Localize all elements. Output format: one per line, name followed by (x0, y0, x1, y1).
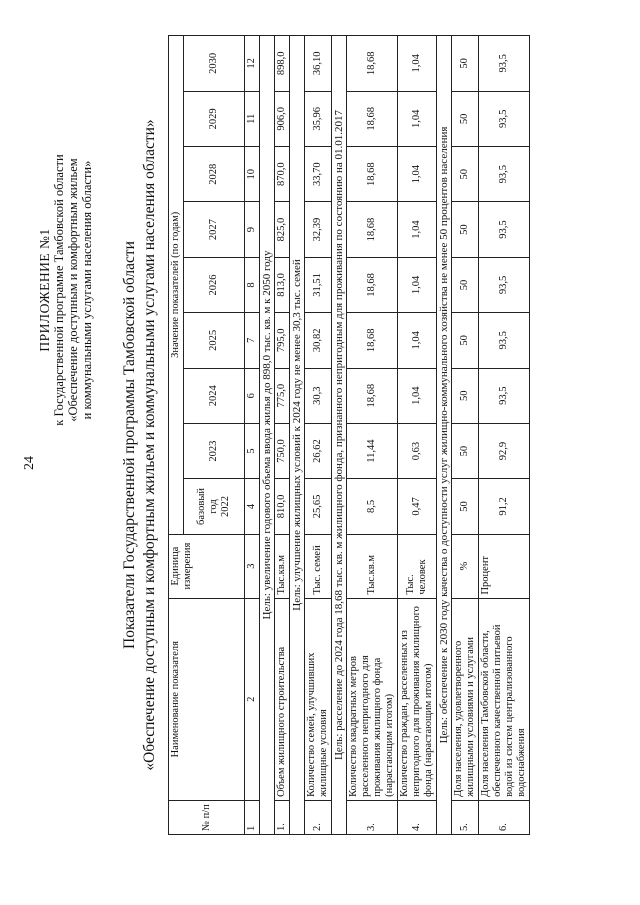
header-values-group: Значение показателей (по годам) (169, 36, 184, 535)
base-year-word: базовый (196, 487, 207, 525)
value-cell: 93,5 (479, 257, 530, 312)
goal-row (332, 36, 347, 835)
title-line-1: Показатели Государственной программы Тамбовской области (121, 241, 138, 649)
value-cell: 50 (452, 202, 479, 257)
row-num: 5. (452, 800, 479, 834)
row-num: 6. (479, 800, 530, 834)
value-cell: 50 (452, 36, 479, 92)
value-cell: 30,3 (305, 368, 332, 423)
row-name: Количество граждан, расселенных из непригодного для проживания жилищного фонда (нарастающим итогом) (398, 598, 437, 800)
value-cell: 825,0 (275, 202, 290, 257)
value-cell: 1,04 (398, 36, 437, 92)
goal-text: Цель: расселение до 2024 года 18,68 тыс. кв. м жилищного фонда, признанного непригодным для проживания по состоянию на 01.01.2017 (332, 36, 347, 835)
value-cell: 1,04 (398, 91, 437, 146)
row-num: 4. (398, 800, 437, 834)
value-cell: 1,04 (398, 368, 437, 423)
goal-text: Цель: увеличение годового объема ввода жилья до 898,0 тыс. кв. м к 2050 году (260, 36, 275, 835)
appendix-title: ПРИЛОЖЕНИЕ №1 (37, 228, 52, 352)
header-name: Наименование показателя (169, 598, 245, 800)
value-cell: 18,68 (347, 202, 398, 257)
table-row (347, 36, 398, 835)
index-cell: 2 (245, 598, 260, 800)
value-cell: 11,44 (347, 423, 398, 478)
table-row (398, 36, 437, 835)
row-num: 1. (275, 800, 290, 834)
value-cell: 50 (452, 257, 479, 312)
title-line-2: «Обеспечение доступным и комфортным жильем и коммунальными услугами населения области» (141, 119, 158, 771)
value-cell: 750,0 (275, 423, 290, 478)
base-year-value: 2022 (220, 495, 231, 517)
table-row (452, 36, 479, 835)
value-cell: 50 (452, 147, 479, 202)
header-year: 2029 (184, 91, 245, 146)
row-name: Доля населения Тамбовской области, обеспеченного качественной питьевой водой из систем централизованного водоснабжения (479, 598, 530, 800)
value-cell: 33,70 (305, 147, 332, 202)
value-cell: 50 (452, 91, 479, 146)
appendix-line: и коммунальными услугами населения области» (80, 160, 94, 420)
index-cell: 3 (245, 534, 260, 598)
value-cell: 775,0 (275, 368, 290, 423)
header-row (169, 36, 184, 835)
row-unit: Тыс. семей (305, 534, 332, 598)
value-cell: 91,2 (479, 479, 530, 534)
index-cell: 8 (245, 257, 260, 312)
value-cell: 50 (452, 423, 479, 478)
value-cell: 25,65 (305, 479, 332, 534)
row-unit: Тыс.кв.м (275, 534, 290, 598)
goal-row (437, 36, 452, 835)
table-row (479, 36, 530, 835)
row-num: 3. (347, 800, 398, 834)
value-cell: 32,39 (305, 202, 332, 257)
value-cell: 898,0 (275, 36, 290, 92)
value-cell: 93,5 (479, 313, 530, 368)
goal-row (260, 36, 275, 835)
appendix-line: к Государственной программе Тамбовской области (52, 154, 66, 426)
index-cell: 11 (245, 91, 260, 146)
value-cell: 8,5 (347, 479, 398, 534)
value-cell: 18,68 (347, 91, 398, 146)
index-cell: 6 (245, 368, 260, 423)
index-cell: 4 (245, 479, 260, 534)
document-title (120, 55, 160, 835)
header-year: 2025 (184, 313, 245, 368)
appendix-note (38, 70, 94, 510)
value-cell: 810,0 (275, 479, 290, 534)
index-cell: 9 (245, 202, 260, 257)
value-cell: 50 (452, 479, 479, 534)
row-name: Объем жилищного строительства (275, 598, 290, 800)
row-name: Количество квадратных метров расселенного непригодного для проживания жилищного фонда (нарастающим итогом) (347, 598, 398, 800)
header-year: 2030 (184, 36, 245, 92)
row-unit: Процент (479, 534, 530, 598)
header-year: 2027 (184, 202, 245, 257)
row-unit: Тыс.кв.м (347, 534, 398, 598)
value-cell: 1,04 (398, 257, 437, 312)
value-cell: 1,04 (398, 202, 437, 257)
row-unit: % (452, 534, 479, 598)
appendix-line: «Обеспечение доступным и комфортным жильем (66, 158, 80, 422)
value-cell: 18,68 (347, 313, 398, 368)
value-cell: 93,5 (479, 91, 530, 146)
value-cell: 906,0 (275, 91, 290, 146)
value-cell: 30,82 (305, 313, 332, 368)
value-cell: 18,68 (347, 147, 398, 202)
value-cell: 36,10 (305, 36, 332, 92)
value-cell: 93,5 (479, 368, 530, 423)
row-name: Доля населения, удовлетворенного жилищными условиями и услугами (452, 598, 479, 800)
goal-text: Цель: обеспечение к 2030 году качества о доступности услуг жилищно-коммунального хозяйства не менее 50 процентов населения (437, 36, 452, 835)
value-cell: 18,68 (347, 257, 398, 312)
value-cell: 1,04 (398, 313, 437, 368)
row-unit: Тыс. человек (398, 534, 437, 598)
goal-text: Цель: улучшение жилищных условий к 2024 году не менее 30,3 тыс. семей (290, 36, 305, 835)
value-cell: 93,5 (479, 147, 530, 202)
header-year: 2028 (184, 147, 245, 202)
value-cell: 18,68 (347, 368, 398, 423)
goal-row (290, 36, 305, 835)
header-base-year (184, 479, 245, 534)
indicators-table (168, 35, 530, 835)
index-cell: 1 (245, 800, 260, 834)
value-cell: 31,51 (305, 257, 332, 312)
table-row (305, 36, 332, 835)
value-cell: 18,68 (347, 36, 398, 92)
value-cell: 93,5 (479, 36, 530, 92)
header-year: 2026 (184, 257, 245, 312)
value-cell: 92,9 (479, 423, 530, 478)
value-cell: 0,63 (398, 423, 437, 478)
value-cell: 50 (452, 313, 479, 368)
value-cell: 870,0 (275, 147, 290, 202)
index-cell: 7 (245, 313, 260, 368)
value-cell: 35,96 (305, 91, 332, 146)
value-cell: 795,0 (275, 313, 290, 368)
header-unit: Единица измерения (169, 534, 245, 598)
index-cell: 12 (245, 36, 260, 92)
index-cell: 5 (245, 423, 260, 478)
index-cell: 10 (245, 147, 260, 202)
page-number: 24 (22, 456, 37, 470)
row-name: Количество семей, улучшивших жилищные условия (305, 598, 332, 800)
value-cell: 1,04 (398, 147, 437, 202)
value-cell: 50 (452, 368, 479, 423)
value-cell: 0,47 (398, 479, 437, 534)
base-year-word: год (208, 499, 219, 514)
header-year: 2024 (184, 368, 245, 423)
header-num: № п/п (169, 800, 245, 834)
header-year: 2023 (184, 423, 245, 478)
value-cell: 813,0 (275, 257, 290, 312)
value-cell: 93,5 (479, 202, 530, 257)
table-row (275, 36, 290, 835)
value-cell: 26,62 (305, 423, 332, 478)
row-num: 2. (305, 800, 332, 834)
index-row (245, 36, 260, 835)
